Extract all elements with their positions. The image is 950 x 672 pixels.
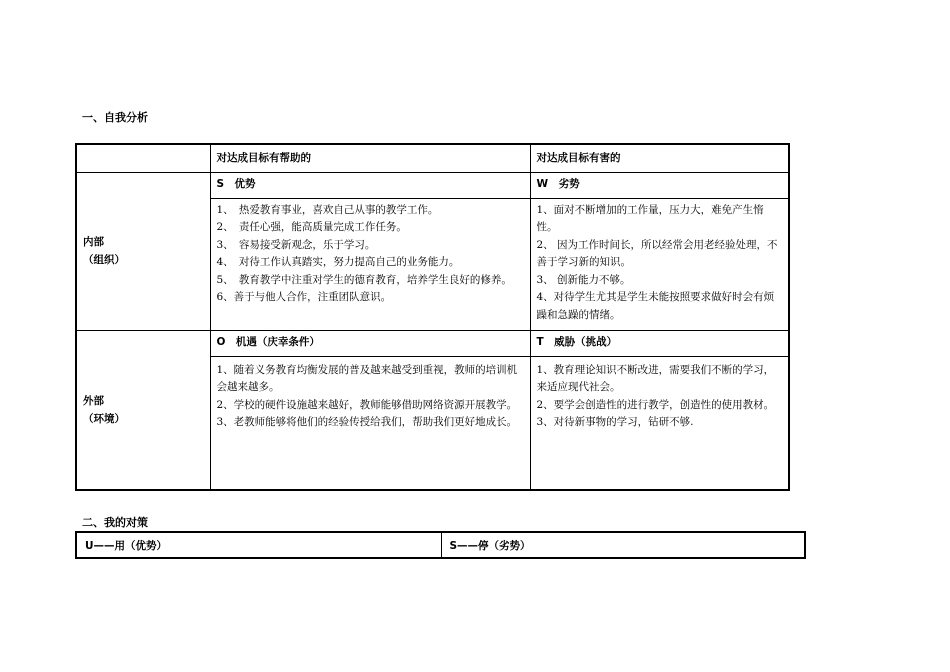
opportunities-cell [210, 356, 530, 490]
external-label-line2: （环境） [83, 412, 125, 425]
threats-cell [530, 356, 789, 490]
strengths-title: S 优势 [210, 172, 530, 198]
row-label-external [76, 330, 210, 490]
strength-item: 5、 教育教学中注重对学生的德育教育，培养学生良好的修养。 [216, 273, 512, 286]
threats-title: T 威胁（挑战） [530, 330, 789, 356]
swot-table [75, 143, 790, 491]
opportunities-title: O 机遇（庆幸条件） [210, 330, 530, 356]
weaknesses-title: W 劣势 [530, 172, 789, 198]
opportunity-item: 3、老教师能够将他们的经验传授给我们，帮助我们更好地成长。 [216, 416, 518, 428]
threat-item: 3、对待新事物的学习，钻研不够. [536, 416, 694, 428]
threat-item: 2、要学会创造性的进行教学，创造性的使用教材。 [536, 398, 775, 411]
strength-item: 6、善于与他人合作，注重团队意识。 [216, 291, 392, 303]
opportunity-item: 2、学校的硬件设施越来越好，教师能够借助网络资源开展教学。 [216, 398, 518, 411]
weaknesses-cell [530, 198, 789, 330]
weakness-item: 4、对待学生尤其是学生未能按照要求做好时会有烦躁和急躁的情绪。 [536, 291, 775, 321]
swot-corner-cell [76, 144, 210, 172]
threat-item: 1、教育理论知识不断改进，需要我们不断的学习，来适应现代社会。 [536, 363, 775, 393]
strategy-stop-weaknesses: S——停（劣势） [441, 532, 805, 558]
internal-title-row [76, 172, 789, 198]
strength-item: 4、 对待工作认真踏实，努力提高自己的业务能力。 [216, 256, 460, 268]
section-title-strategy: 二、我的对策 [82, 516, 148, 529]
strategy-table [75, 531, 806, 559]
col-header-harmful: 对达成目标有害的 [530, 144, 789, 172]
strategy-use-strengths: U——用（优势） [76, 532, 441, 558]
strength-item: 3、 容易接受新观念，乐于学习。 [216, 238, 376, 251]
external-label-line1: 外部 [83, 394, 104, 407]
weakness-item: 1、面对不断增加的工作量，压力大，难免产生惰性。 [536, 203, 764, 233]
strength-item: 2、 责任心强，能高质量完成工作任务。 [216, 221, 407, 233]
strategy-header-row [76, 532, 805, 558]
external-title-row [76, 330, 789, 356]
swot-header-row [76, 144, 789, 172]
section-title-self-analysis: 一、自我分析 [82, 111, 148, 124]
row-label-internal [76, 172, 210, 330]
opportunity-item: 1、随着义务教育均衡发展的普及越来越受到重视，教师的培训机会越来越多。 [216, 363, 518, 393]
weakness-item: 3、 创新能力不够。 [536, 273, 631, 286]
internal-label-line2: （组织） [83, 254, 125, 266]
strengths-cell [210, 198, 530, 330]
strength-item: 1、 热爱教育事业，喜欢自己从事的教学工作。 [216, 203, 439, 216]
col-header-helpful: 对达成目标有帮助的 [210, 144, 530, 172]
weakness-item: 2、 因为工作时间长，所以经常会用老经验处理，不善于学习新的知识。 [536, 238, 778, 268]
internal-label-line1: 内部 [83, 236, 104, 248]
